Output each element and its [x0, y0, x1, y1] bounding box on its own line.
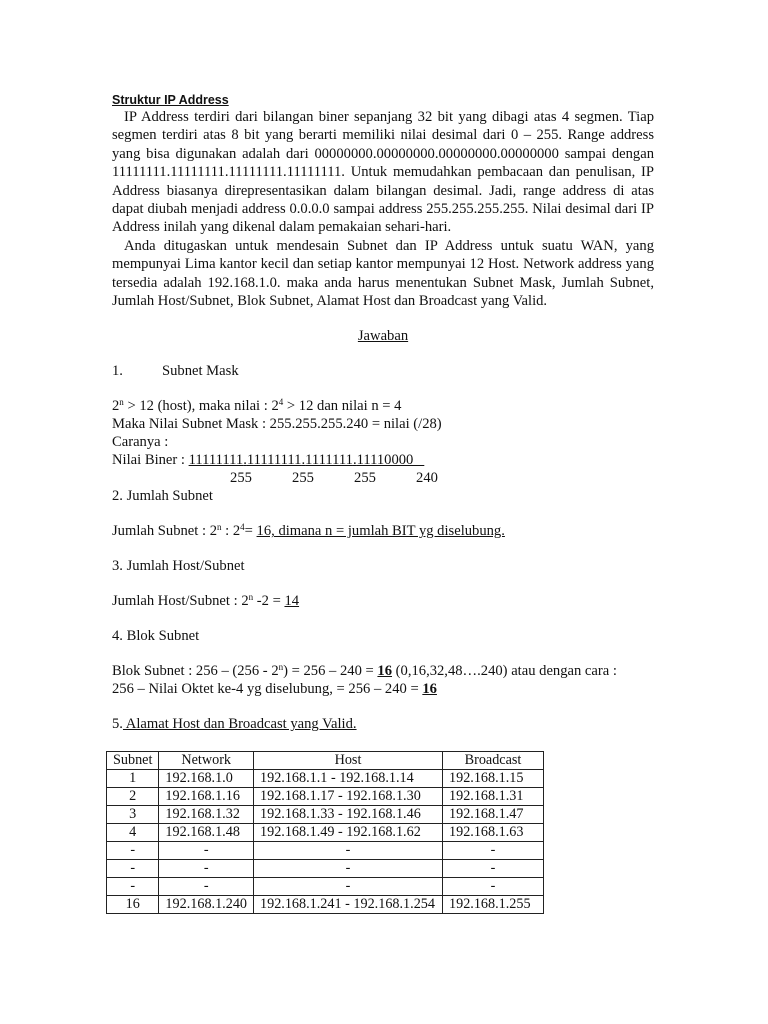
section-jumlah-host-heading: 3. Jumlah Host/Subnet: [112, 558, 245, 575]
cell-host: 192.168.1.241 - 192.168.1.254: [254, 896, 443, 914]
cell-subnet: 1: [107, 770, 159, 788]
octet-value: 255: [354, 470, 376, 487]
octet-value: 255: [292, 470, 314, 487]
cell-subnet: -: [107, 860, 159, 878]
cell-network: 192.168.1.32: [159, 806, 254, 824]
cell-host: -: [254, 878, 443, 896]
table-row: [107, 896, 544, 914]
table-row: [107, 824, 544, 842]
table-header-row: [107, 752, 544, 770]
answer-heading: Jawaban: [357, 328, 409, 345]
column-header-subnet: Subnet: [107, 752, 159, 770]
paragraph-ip-structure: IP Address terdiri dari bilangan biner sepanjang 32 bit yang dibagi atas 4 segmen. Tiap segmen terdiri atas 8 bit yang berarti memiliki nilai desimal dari 0 – 255. Range address yang bisa digunakan adalah dari 00000000.00000000.00000000.00000000 sampai dengan 11111111.11111111.11111111.11111111. Untuk memudahkan pembacaan dan penulisan, IP Address biasanya direpresentasikan dalam bilangan desimal. Jadi, range address di atas dapat diubah menjadi address 0.0.0.0 sampai address 255.255.255.255. Nilai desimal dari IP Address inilah yang dikenal dalam pemakaian sehari-hari.: [112, 109, 654, 236]
cell-subnet: 4: [107, 824, 159, 842]
cell-subnet: 3: [107, 806, 159, 824]
column-header-broadcast: Broadcast: [443, 752, 544, 770]
cell-host: -: [254, 842, 443, 860]
cell-broadcast: 192.168.1.31: [443, 788, 544, 806]
cell-broadcast: -: [443, 860, 544, 878]
section-subnet-mask-heading: 1. Subnet Mask: [112, 363, 239, 380]
cell-host: 192.168.1.17 - 192.168.1.30: [254, 788, 443, 806]
subnet-mask-formula: $2^n > 12$ (host), maka nilai : $2^4 > 12$ dan nilai n = 4: [112, 397, 402, 415]
cell-broadcast: -: [443, 842, 544, 860]
binary-decimal-values: [112, 469, 654, 487]
octet-value: 240: [416, 470, 438, 487]
cell-network: -: [159, 878, 254, 896]
cell-network: -: [159, 860, 254, 878]
cell-subnet: -: [107, 842, 159, 860]
subnet-mask-value: Maka Nilai Subnet Mask : 255.255.255.240 = nilai (/28): [112, 416, 442, 433]
table-row: [107, 806, 544, 824]
cell-broadcast: -: [443, 878, 544, 896]
jumlah-subnet-formula: Jumlah Subnet : 2$^n$ : $2^4= 16$, dimana n = jumlah BIT yg diselubung.: [112, 522, 505, 540]
section-jumlah-subnet-heading: 2. Jumlah Subnet: [112, 488, 213, 505]
jumlah-host-formula: Jumlah Host/Subnet : 2$^n$ -2 = 14: [112, 592, 300, 610]
method-label: Caranya :: [112, 434, 169, 451]
paragraph-task: Anda ditugaskan untuk mendesain Subnet dan IP Address untuk suatu WAN, yang mempunyai Lima kantor kecil dan setiap kantor mempunyai 12 Host. Network address yang tersedia adalah 192.168.1.0. maka anda harus menentukan Subnet Mask, Jumlah Subnet, Jumlah Host/Subnet, Blok Subnet, Alamat Host dan Broadcast yang Valid.: [112, 237, 654, 310]
cell-broadcast: 192.168.1.15: [443, 770, 544, 788]
cell-broadcast: 192.168.1.47: [443, 806, 544, 824]
cell-network: -: [159, 842, 254, 860]
section-alamat-host-heading: 5. Alamat Host dan Broadcast yang Valid.: [112, 716, 357, 733]
cell-host: -: [254, 860, 443, 878]
document-page: [112, 88, 654, 733]
blok-subnet-alt-formula: 256 – Nilai Oktet ke-4 yg diselubung, = 256 – 240 = 16: [112, 681, 437, 698]
cell-host: 192.168.1.33 - 192.168.1.46: [254, 806, 443, 824]
cell-broadcast: 192.168.1.63: [443, 824, 544, 842]
table-row: [107, 788, 544, 806]
cell-network: 192.168.1.240: [159, 896, 254, 914]
subnet-table: [106, 751, 544, 914]
octet-value: 255: [230, 470, 252, 487]
cell-subnet: 16: [107, 896, 159, 914]
cell-subnet: 2: [107, 788, 159, 806]
blok-subnet-formula: Blok Subnet : $256 - (256 - 2^n) = 256 - 240 = 16$ (0,16,32,48….240) atau dengan cara :: [112, 662, 617, 680]
document-title: Struktur IP Address: [112, 93, 229, 107]
cell-network: 192.168.1.16: [159, 788, 254, 806]
column-header-network: Network: [159, 752, 254, 770]
table-row: [107, 842, 544, 860]
cell-host: 192.168.1.49 - 192.168.1.62: [254, 824, 443, 842]
column-header-host: Host: [254, 752, 443, 770]
table-row: [107, 878, 544, 896]
table-row: [107, 770, 544, 788]
cell-host: 192.168.1.1 - 192.168.1.14: [254, 770, 443, 788]
section-blok-subnet-heading: 4. Blok Subnet: [112, 628, 200, 645]
cell-subnet: -: [107, 878, 159, 896]
cell-network: 192.168.1.0: [159, 770, 254, 788]
cell-broadcast: 192.168.1.255: [443, 896, 544, 914]
table-row: [107, 860, 544, 878]
binary-value: Nilai Biner : 11111111.11111111.1111111.11110000: [112, 452, 425, 469]
cell-network: 192.168.1.48: [159, 824, 254, 842]
